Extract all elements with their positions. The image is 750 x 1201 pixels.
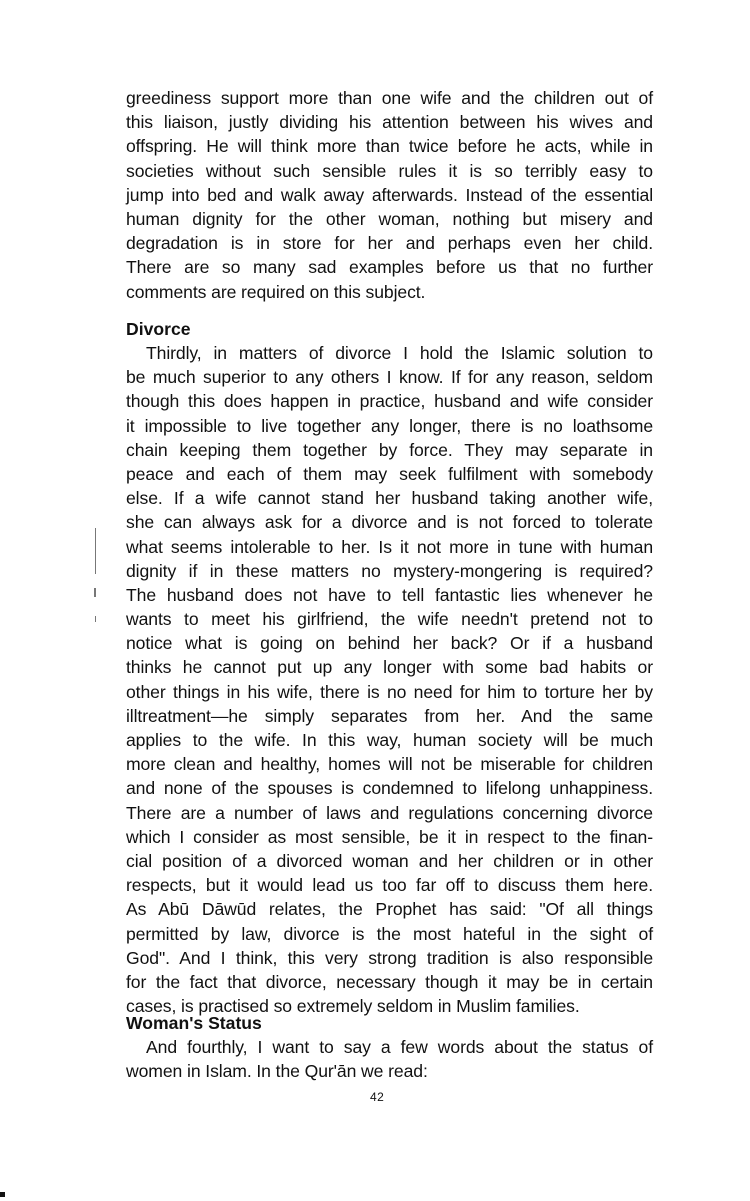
text-line: wants to meet his girlfriend, the wife needn't pretend not to	[126, 609, 653, 630]
text-line: other things in his wife, there is no need for him to torture her by	[126, 681, 653, 702]
text-line: what seems intolerable to her. Is it not more in tune with human	[126, 536, 653, 557]
text-line: illtreatment—he simply separates from her. And the same	[126, 705, 653, 726]
text-line: The husband does not have to tell fantastic lies whenever he	[126, 584, 653, 605]
text-line: cial position of a divorced woman and her children or in other	[126, 850, 653, 871]
text-line: it impossible to live together any longer, there is no loathsome	[126, 415, 653, 436]
text-line: women in Islam. In the Qur'ān we read:	[126, 1061, 428, 1082]
text-line: God". And I think, this very strong tradition is also responsible	[126, 947, 653, 968]
margin-scan-mark	[95, 528, 96, 574]
text-line: human dignity for the other woman, nothing but misery and	[126, 208, 653, 229]
corner-scan-mark	[0, 1192, 5, 1197]
text-line: else. If a wife cannot stand her husband taking another wife,	[126, 488, 653, 509]
text-line: cases, is practised so extremely seldom in Muslim families.	[126, 996, 580, 1017]
womans-status-heading: Woman's Status	[126, 1013, 262, 1033]
text-line: respects, but it would lead us too far off to discuss them here.	[126, 875, 653, 896]
divorce-heading: Divorce	[126, 319, 191, 339]
text-line: offspring. He will think more than twice before he acts, while in	[126, 136, 653, 157]
text-line: be much superior to any others I know. If for any reason, seldom	[126, 367, 653, 388]
text-line: more clean and healthy, homes will not be miserable for children	[126, 754, 653, 775]
text-line: which I consider as most sensible, be it in respect to the finan-	[126, 826, 653, 847]
divorce-paragraph	[126, 341, 653, 1018]
text-line: applies to the wife. In this way, human society will be much	[126, 730, 653, 750]
text-line: chain keeping them together by force. They may separate in	[126, 439, 653, 460]
text-line: she can always ask for a divorce and is not forced to tolerate	[126, 512, 653, 533]
womans-status-paragraph	[126, 1035, 653, 1083]
text-line: And fourthly, I want to say a few words about the status of	[146, 1037, 653, 1057]
text-line: There are so many sad examples before us that no further	[126, 257, 653, 278]
text-line: degradation is in store for her and perhaps even her child.	[126, 233, 653, 254]
text-line: comments are required on this subject.	[126, 281, 426, 302]
text-line: notice what is going on behind her back? Or if a husband	[126, 633, 653, 654]
text-line: Thirdly, in matters of divorce I hold the Islamic solution to	[146, 343, 653, 363]
intro-paragraph	[126, 86, 653, 304]
text-line: jump into bed and walk away afterwards. Instead of the essential	[126, 184, 653, 205]
text-line: There are a number of laws and regulations concerning divorce	[126, 802, 653, 823]
text-line: and none of the spouses is condemned to lifelong unhappiness.	[126, 778, 653, 799]
text-line: this liaison, justly dividing his attention between his wives and	[126, 112, 653, 133]
text-line: for the fact that divorce, necessary though it may be in certain	[126, 971, 653, 992]
text-line: permitted by law, divorce is the most hateful in the sight of	[126, 923, 653, 944]
text-line: thinks he cannot put up any longer with some bad habits or	[126, 657, 653, 678]
text-line: greediness support more than one wife and the children out of	[126, 88, 653, 108]
margin-scan-mark	[95, 616, 96, 622]
margin-scan-mark	[94, 588, 96, 597]
text-line: societies without such sensible rules it is so terribly easy to	[126, 160, 653, 181]
text-line: though this does happen in practice, husband and wife consider	[126, 391, 653, 412]
text-line: dignity if in these matters no mystery-mongering is required?	[126, 560, 653, 581]
text-line: peace and each of them may seek fulfilment with somebody	[126, 463, 653, 484]
text-line: As Abū Dāwūd relates, the Prophet has said: "Of all things	[126, 899, 653, 920]
page-number: 42	[370, 1090, 385, 1104]
